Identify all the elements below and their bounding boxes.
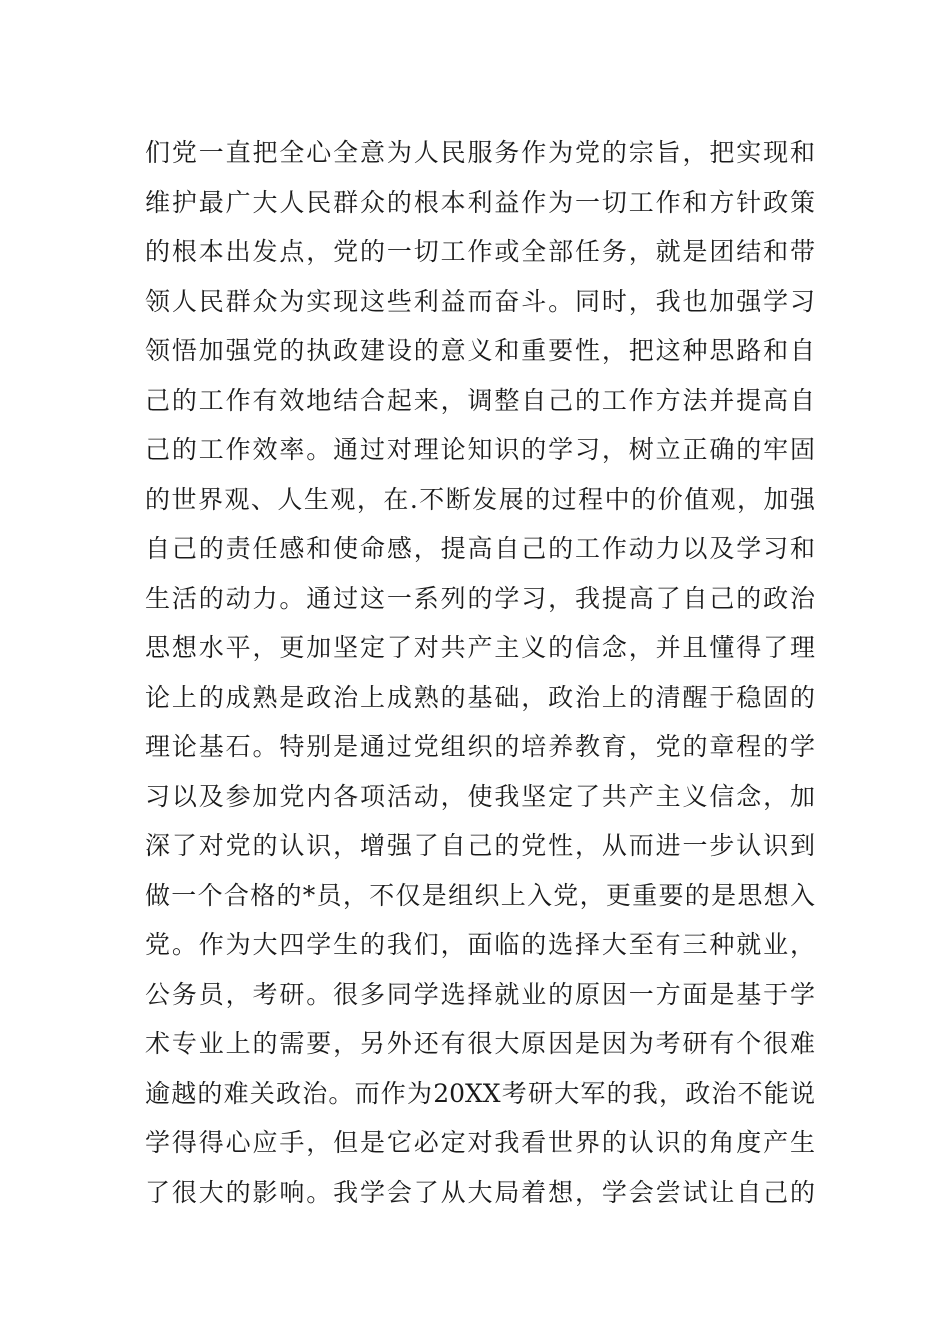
text-line: 的根本出发点，党的一切工作或全部任务，就是团结和带: [145, 237, 815, 266]
text-line: 理论基石。特别是通过党组织的培养教育，党的章程的学: [145, 732, 815, 761]
text-line: 做一个合格的*员，不仅是组织上入党，更重要的是思想入: [145, 880, 815, 910]
text-line: 维护最广大人民群众的根本利益作为一切工作和方针政策: [145, 187, 815, 217]
text-line: 思想水平，更加坚定了对共产主义的信念，并且懂得了理: [145, 633, 815, 662]
text-line: 领人民群众为实现这些利益而奋斗。同时，我也加强学习: [145, 286, 815, 316]
text-line: 的世界观、人生观，在.不断发展的过程中的价值观，加强: [145, 484, 815, 514]
text-line: 论上的成熟是政治上成熟的基础，政治上的清醒于稳固的: [145, 682, 815, 712]
text-line: 自己的责任感和使命感，提高自己的工作动力以及学习和: [145, 534, 815, 563]
text-line: 深了对党的认识，增强了自己的党性，从而进一步认识到: [145, 831, 815, 860]
text-line: 逾越的难关政治。而作为20XX考研大军的我，政治不能说: [145, 1078, 815, 1108]
text-line: 生活的动力。通过这一系列的学习，我提高了自己的政治: [145, 583, 815, 613]
text-line: 习以及参加党内各项活动，使我坚定了共产主义信念，加: [145, 781, 815, 811]
text-line: 领悟加强党的执政建设的意义和重要性，把这种思路和自: [145, 336, 815, 365]
text-line: 学得得心应手，但是它必定对我看世界的认识的角度产生: [145, 1128, 815, 1157]
text-line: 党。作为大四学生的我们，面临的选择大至有三种就业，: [145, 930, 815, 959]
text-line: 了很大的影响。我学会了从大局着想，学会尝试让自己的: [145, 1177, 815, 1207]
text-line: 己的工作效率。通过对理论知识的学习，树立正确的牢固: [145, 435, 815, 464]
text-line: 术专业上的需要，另外还有很大原因是因为考研有个很难: [145, 1029, 815, 1058]
text-line: 公务员，考研。很多同学选择就业的原因一方面是基于学: [145, 979, 815, 1009]
text-line: 们党一直把全心全意为人民服务作为党的宗旨，把实现和: [145, 138, 815, 167]
text-line: 己的工作有效地结合起来，调整自己的工作方法并提高自: [145, 385, 815, 415]
body-paragraph: [145, 128, 815, 1217]
